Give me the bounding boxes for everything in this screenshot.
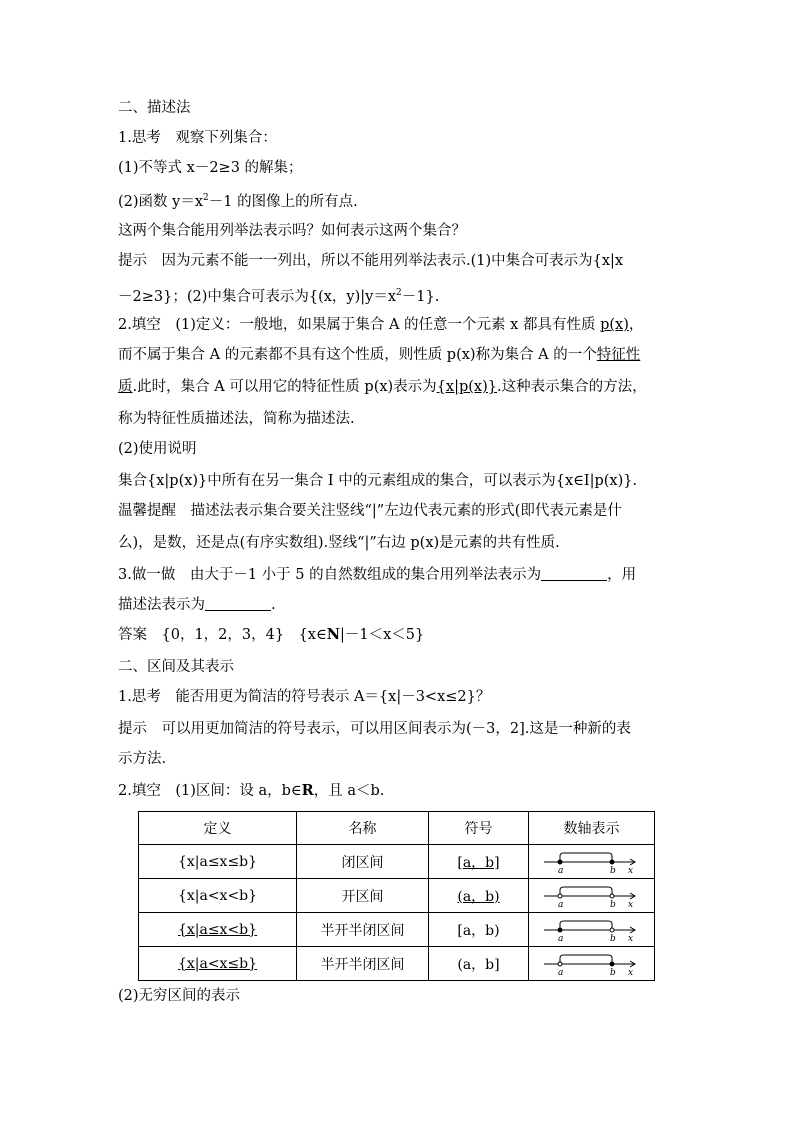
closed-endpoint-a [558,860,562,864]
label-x: x [627,967,633,978]
closed-endpoint-b [610,860,614,864]
hint-line-2: －2≥3}；(2)中集合可表示为{(x，$y)|y=x^2-1$}. [118,288,440,305]
cell-name: 开区间 [297,879,429,913]
open-endpoint-a [558,962,562,966]
header-symbol: 符号 [429,812,529,845]
interval-table [138,811,655,981]
label-b: b [609,933,616,944]
cell-definition: {x|a<x≤b} [139,947,297,981]
cell-name: 半开半闭区间 [297,947,429,981]
interval-fill-line: 2.填空 (1)区间：设 a，b∈R，且 a＜b. [118,782,385,799]
interval-hint-line-2: 示方法. [118,751,167,767]
think-question: 这两个集合能用列举法表示吗？如何表示这两个集合？ [118,223,466,239]
think-item-2: (2)函数 $y=x^2-1$ 的图像上的所有点. [118,193,358,210]
reminder-line-2: 么)，是数，还是点(有序实数组).竖线“|”右边 p(x)是元素的共有性质. [118,535,560,551]
section-heading-intervals: 二、区间及其表示 [118,659,234,675]
answer-blank-2[interactable] [205,596,271,611]
header-name: 名称 [297,812,429,845]
cell-number-line [529,845,655,879]
cell-symbol: [a，b) [429,913,529,947]
cell-number-line [529,879,655,913]
number-line-icon [542,950,642,978]
cell-definition: {x|a≤x≤b} [139,845,297,879]
cell-name: 半开半闭区间 [297,913,429,947]
number-line-icon [542,848,642,876]
cell-symbol: [a，b] [429,845,529,879]
fill-definition-line-4: 称为特征性质描述法，简称为描述法. [118,411,355,427]
label-x: x [627,865,633,876]
infinite-interval-title: (2)无穷区间的表示 [118,988,241,1004]
table-row [139,879,655,913]
cell-definition: {x|a<x<b} [139,879,297,913]
fill-definition-line-3: 质.此时，集合 A 可以用它的特征性质 p(x)表示为{x|p(x)}.这种表示集合的方法， [118,379,647,395]
open-endpoint-b [610,894,614,898]
closed-endpoint-a [558,928,562,932]
label-x: x [627,933,633,944]
hint-line-1: 提示 因为元素不能一一列出，所以不能用列举法表示.(1)中集合可表示为{x|x [118,253,624,269]
cell-symbol: (a，b] [429,947,529,981]
header-number-line: 数轴表示 [529,812,655,845]
table-row [139,913,655,947]
open-endpoint-a [558,894,562,898]
label-x: x [627,899,633,910]
answer-line: 答案 {0，1，2，3，4} {x∈N|－1＜x＜5} [118,626,425,643]
label-a: a [557,899,563,910]
number-line-icon [542,882,642,910]
interval-think: 1.思考 能否用更为简洁的符号表示 A＝{x|－3<x≤2}？ [118,689,491,705]
table-header-row [139,812,655,845]
table-row [139,947,655,981]
label-a: a [557,933,563,944]
label-b: b [609,865,616,876]
table-row [139,845,655,879]
cell-definition: {x|a≤x<b} [139,913,297,947]
interval-bracket [560,955,612,964]
section-heading-description: 二、描述法 [118,100,191,116]
cell-name: 闭区间 [297,845,429,879]
interval-bracket [560,921,612,930]
interval-hint-line-1: 提示 可以用更加简洁的符号表示，可以用区间表示为(－3，2].这是一种新的表 [118,721,631,737]
cell-number-line [529,913,655,947]
cell-symbol: (a，b) [429,879,529,913]
think-title: 1.思考 观察下列集合： [118,130,277,146]
try-line-2: 描述法表示为 . [118,597,276,613]
interval-bracket [560,887,612,896]
open-endpoint-b [610,928,614,932]
fill-definition-line-1: 2.填空 (1)定义：一般地，如果属于集合 A 的任意一个元素 x 都具有性质 p(x)， [118,317,644,333]
cell-number-line [529,947,655,981]
try-line-1: 3.做一做 由大于－1 小于 5 的自然数组成的集合用列举法表示为 ，用 [118,567,637,583]
reminder-line-1: 温馨提醒 描述法表示集合要关注竖线“|”左边代表元素的形式(即代表元素是什 [118,503,622,519]
fill-definition-line-2: 而不属于集合 A 的元素都不具有这个性质，则性质 p(x)称为集合 A 的一个特征性 [118,347,641,363]
header-definition: 定义 [139,812,297,845]
closed-endpoint-b [610,962,614,966]
label-b: b [609,899,616,910]
interval-bracket [560,853,612,862]
answer-blank-1[interactable] [541,566,607,581]
usage-title: (2)使用说明 [118,441,197,457]
number-line-icon [542,916,642,944]
label-b: b [609,967,616,978]
label-a: a [557,967,563,978]
usage-line: 集合{x|p(x)}中所有在另一集合 I 中的元素组成的集合，可以表示为{x∈I|p(x)}. [118,473,638,489]
label-a: a [557,865,563,876]
think-item-1: (1)不等式 x－2≥3 的解集； [118,160,303,176]
